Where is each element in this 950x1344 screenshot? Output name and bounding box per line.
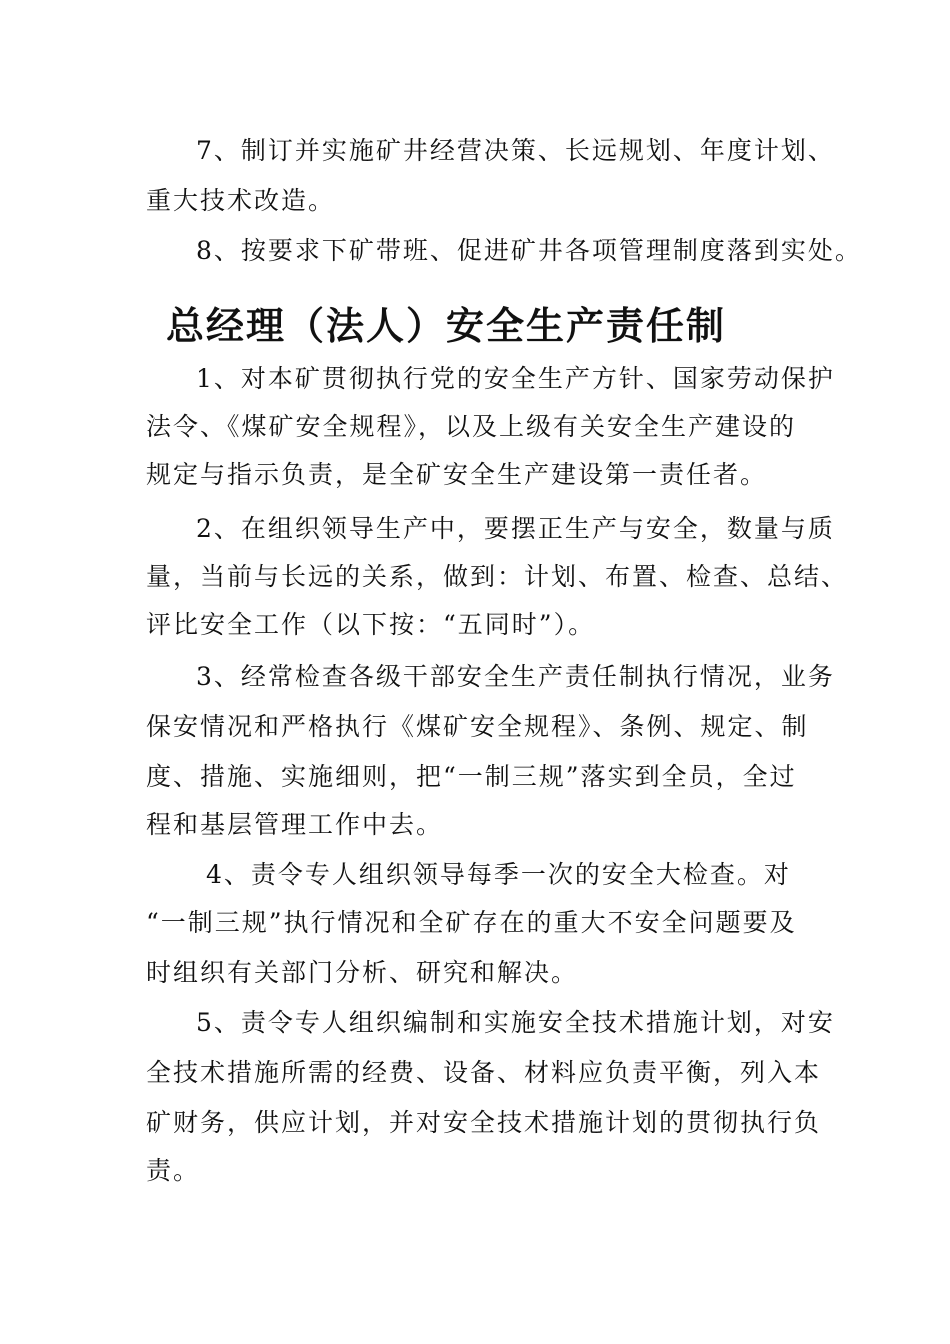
item-8-line-1: 8、按要求下矿带班、促进矿井各项管理制度落到实处。 bbox=[196, 236, 862, 265]
item-3-line-1: 3、经常检查各级干部安全生产责任制执行情况，业务 bbox=[196, 662, 835, 691]
item-3-line-2: 保安情况和严格执行《煤矿安全规程》、条例、规定、制 bbox=[146, 712, 809, 741]
item-7-line-1: 7、制订并实施矿井经营决策、长远规划、年度计划、 bbox=[196, 136, 835, 165]
item-7-line-2: 重大技术改造。 bbox=[146, 186, 336, 215]
item-2-line-2: 量，当前与长远的关系，做到：计划、布置、检查、总结、 bbox=[146, 562, 849, 591]
item-2-line-3: 评比安全工作（以下按：“五同时”）。 bbox=[146, 610, 596, 639]
item-1-line-1: 1、对本矿贯彻执行党的安全生产方针、国家劳动保护 bbox=[196, 364, 835, 393]
item-1-line-3: 规定与指示负责，是全矿安全生产建设第一责任者。 bbox=[146, 460, 768, 489]
section-title: 总经理（法人）安全生产责任制 bbox=[166, 304, 727, 348]
item-5-line-1: 5、责令专人组织编制和实施安全技术措施计划，对安 bbox=[196, 1008, 835, 1037]
item-4-line-2: “一制三规”执行情况和全矿存在的重大不安全问题要及 bbox=[146, 908, 797, 937]
item-5-line-4: 责。 bbox=[146, 1156, 201, 1185]
item-1-line-2: 法令、《煤矿安全规程》，以及上级有关安全生产建设的 bbox=[146, 412, 797, 441]
item-5-line-3: 矿财务，供应计划，并对安全技术措施计划的贯彻执行负 bbox=[146, 1108, 822, 1137]
item-5-line-2: 全技术措施所需的经费、设备、材料应负责平衡，列入本 bbox=[146, 1058, 822, 1087]
item-3-line-3: 度、措施、实施细则，把“一制三规”落实到全员，全过 bbox=[146, 762, 797, 791]
item-3-line-4: 程和基层管理工作中去。 bbox=[146, 810, 444, 839]
item-4-line-3: 时组织有关部门分析、研究和解决。 bbox=[146, 958, 579, 987]
item-4-line-1: 4、责令专人组织领导每季一次的安全大检查。对 bbox=[206, 860, 791, 889]
item-2-line-1: 2、在组织领导生产中，要摆正生产与安全，数量与质 bbox=[196, 514, 835, 543]
